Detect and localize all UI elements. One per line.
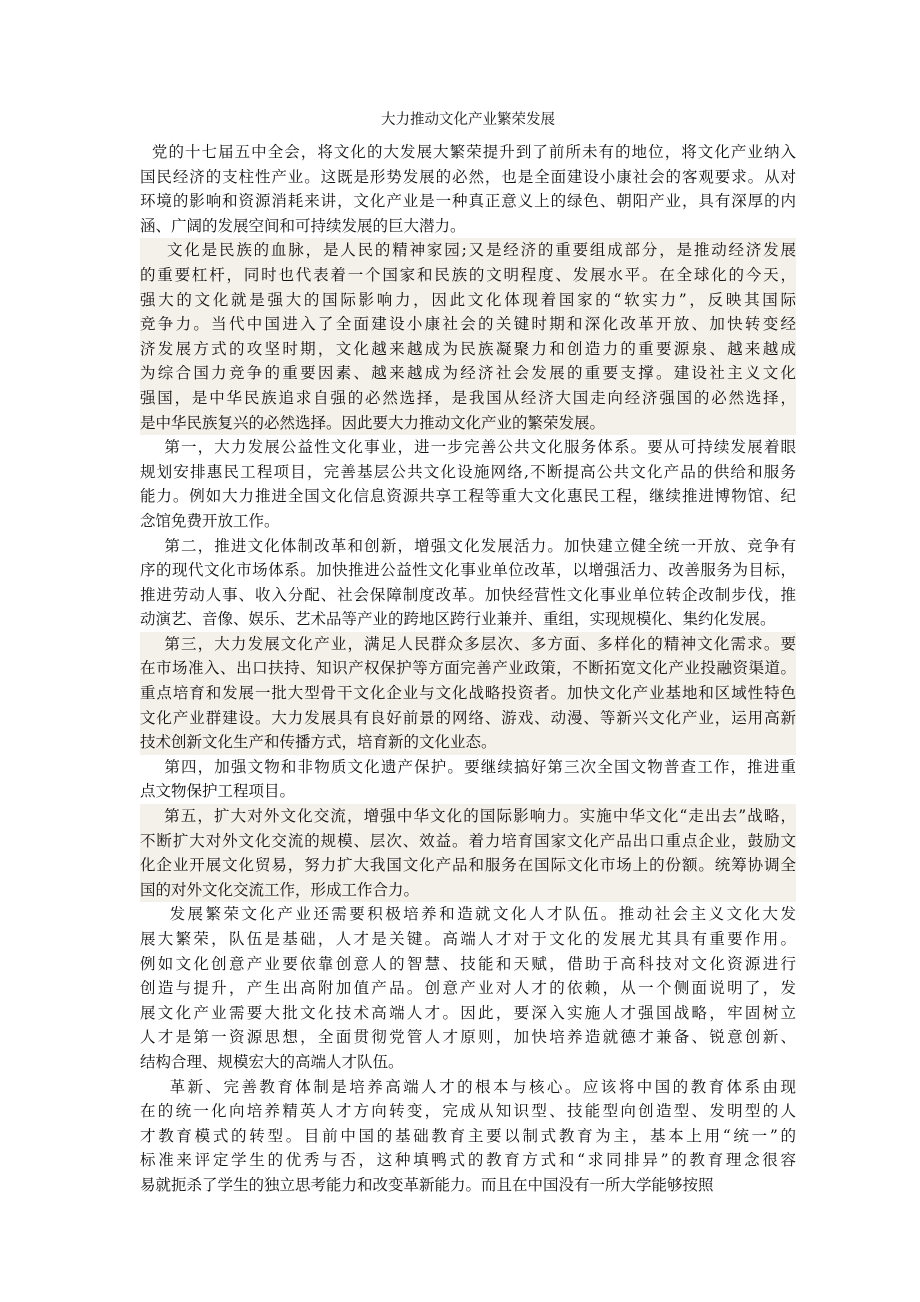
text-line: 技术创新文化生产和传播方式，培育新的文化业态。 <box>140 733 497 752</box>
text-line: 文化是民族的血脉，是人民的精神家园;又是经济的重要组成部分，是推动经济发展 <box>140 241 796 260</box>
text-line: 涵、广阔的发展空间和可持续发展的巨大潜力。 <box>140 216 466 235</box>
text-line: 济发展方式的攻坚时期，文化越来越成为民族凝聚力和创造力的重要源泉、越来越成 <box>140 339 796 358</box>
text-line: 强大的文化就是强大的国际影响力，因此文化体现着国家的“软实力”，反映其国际 <box>140 290 796 309</box>
text-line: 规划安排惠民工程项目，完善基层公共文化设施网络,不断提高公共文化产品的供给和服务 <box>140 462 796 481</box>
text-line: 是中华民族复兴的必然选择。因此要大力推动文化产业的繁荣发展。 <box>140 413 606 432</box>
text-line: 发展繁荣文化产业还需要积极培养和造就文化人才队伍。推动社会主义文化大发 <box>140 905 796 924</box>
text-line: 在的统一化向培养精英人才方向转变，完成从知识型、技能型向创造型、发明型的人 <box>140 1102 796 1121</box>
text-line: 第一，大力发展公益性文化事业，进一步完善公共文化服务体系。要从可持续发展着眼 <box>140 438 796 457</box>
text-line: 第二，推进文化体制改革和创新，增强文化发展活力。加快建立健全统一开放、竞争有 <box>140 536 796 555</box>
document-title: 大力推动文化产业繁荣发展 <box>381 112 555 128</box>
text-line: 为综合国力竞争的重要因素、越来越成为经济社会发展的重要支撑。建设社主义文化 <box>140 364 796 383</box>
text-line: 序的现代文化市场体系。加快推进公益性文化事业单位改革，以增强活力、改善服务为目标， <box>140 561 796 580</box>
text-line: 人才是第一资源思想，全面贯彻党管人才原则，加快培养造就德才兼备、锐意创新、 <box>140 1028 796 1047</box>
text-line: 推进劳动人事、收入分配、社会保障制度改革。加快经营性文化事业单位转企改制步伐，推 <box>140 585 796 604</box>
paragraph <box>140 238 796 435</box>
text-line: 标准来评定学生的优秀与否，这种填鸭式的教育方式和“求同排异”的教育理念很容 <box>140 1151 796 1170</box>
text-line: 结构合理、规模宏大的高端人才队伍。 <box>140 1052 404 1071</box>
text-line: 强国，是中华民族追求自强的必然选择，是我国从经济大国走向经济强国的必然选择， <box>140 388 796 407</box>
text-line: 革新、完善教育体制是培养高端人才的根本与核心。应该将中国的教育体系由现 <box>140 1077 796 1096</box>
text-line: 点文物保护工程项目。 <box>140 782 296 801</box>
text-line: 的重要杠杆，同时也代表着一个国家和民族的文明程度、发展水平。在全球化的今天， <box>140 265 796 284</box>
text-line: 文化产业群建设。大力发展具有良好前景的网络、游戏、动漫、等新兴文化产业，运用高新 <box>140 708 796 727</box>
text-line: 念馆免费开放工作。 <box>140 511 280 530</box>
paragraph <box>140 140 796 238</box>
paragraph <box>140 755 796 804</box>
text-line: 竞争力。当代中国进入了全面建设小康社会的关键时期和深化改革开放、加快转变经 <box>140 315 796 334</box>
text-line: 易就扼杀了学生的独立思考能力和改变革新能力。而且在中国没有一所大学能够按照 <box>140 1175 714 1194</box>
text-line: 才教育模式的转型。目前中国的基础教育主要以制式教育为主，基本上用“统一”的 <box>140 1126 796 1145</box>
text-line: 能力。例如大力推进全国文化信息资源共享工程等重大文化惠民工程，继续推进博物馆、纪 <box>140 487 796 506</box>
document-body <box>140 140 796 1198</box>
text-line: 创造与提升，产生出高附加值产品。创意产业对人才的依赖，从一个侧面说明了，发 <box>140 979 796 998</box>
text-line: 环境的影响和资源消耗来讲，文化产业是一种真正意义上的绿色、朝阳产业，具有深厚的内 <box>140 192 796 211</box>
text-line: 党的十七届五中全会，将文化的大发展大繁荣提升到了前所未有的地位，将文化产业纳入 <box>140 143 796 161</box>
text-line: 第四，加强文物和非物质文化遗产保护。要继续搞好第三次全国文物普查工作，推进重 <box>140 757 796 776</box>
paragraph <box>140 632 796 755</box>
text-line: 动演艺、音像、娱乐、艺术品等产业的跨地区跨行业兼并、重组，实现规模化、集约化发展。 <box>140 610 776 629</box>
text-line: 展大繁荣，队伍是基础，人才是关键。高端人才对于文化的发展尤其具有重要作用。 <box>140 930 796 948</box>
paragraph <box>140 435 796 533</box>
text-line: 第五，扩大对外文化交流，增强中华文化的国际影响力。实施中华文化“走出去”战略， <box>140 807 796 826</box>
document-page <box>140 108 796 1198</box>
text-line: 国的对外文化交流工作，形成工作合力。 <box>140 880 420 899</box>
paragraph <box>140 902 796 1074</box>
text-line: 在市场准入、出口扶持、知识产权保护等方面完善产业政策，不断拓宽文化产业投融资渠道。 <box>140 659 796 678</box>
text-line: 展文化产业需要大批文化技术高端人才。因此，要深入实施人才强国战略，牢固树立 <box>140 1003 796 1022</box>
text-line: 化企业开展文化贸易，努力扩大我国文化产品和服务在国际文化市场上的份额。统筹协调全 <box>140 856 796 875</box>
text-line: 国民经济的支柱性产业。这既是形势发展的必然，也是全面建设小康社会的客观要求。从对 <box>140 167 796 186</box>
paragraph <box>140 804 796 902</box>
paragraph <box>140 1075 796 1198</box>
text-line: 第三，大力发展文化产业，满足人民群众多层次、多方面、多样化的精神文化需求。要 <box>140 634 796 653</box>
text-line: 例如文化创意产业要依靠创意人的智慧、技能和天赋，借助于高科技对文化资源进行 <box>140 954 796 973</box>
paragraph <box>140 534 796 632</box>
text-line: 重点培育和发展一批大型骨干文化企业与文化战略投资者。加快文化产业基地和区域性特色 <box>140 684 796 703</box>
text-line: 不断扩大对外文化交流的规模、层次、效益。着力培育国家文化产品出口重点企业，鼓励文 <box>140 831 796 850</box>
